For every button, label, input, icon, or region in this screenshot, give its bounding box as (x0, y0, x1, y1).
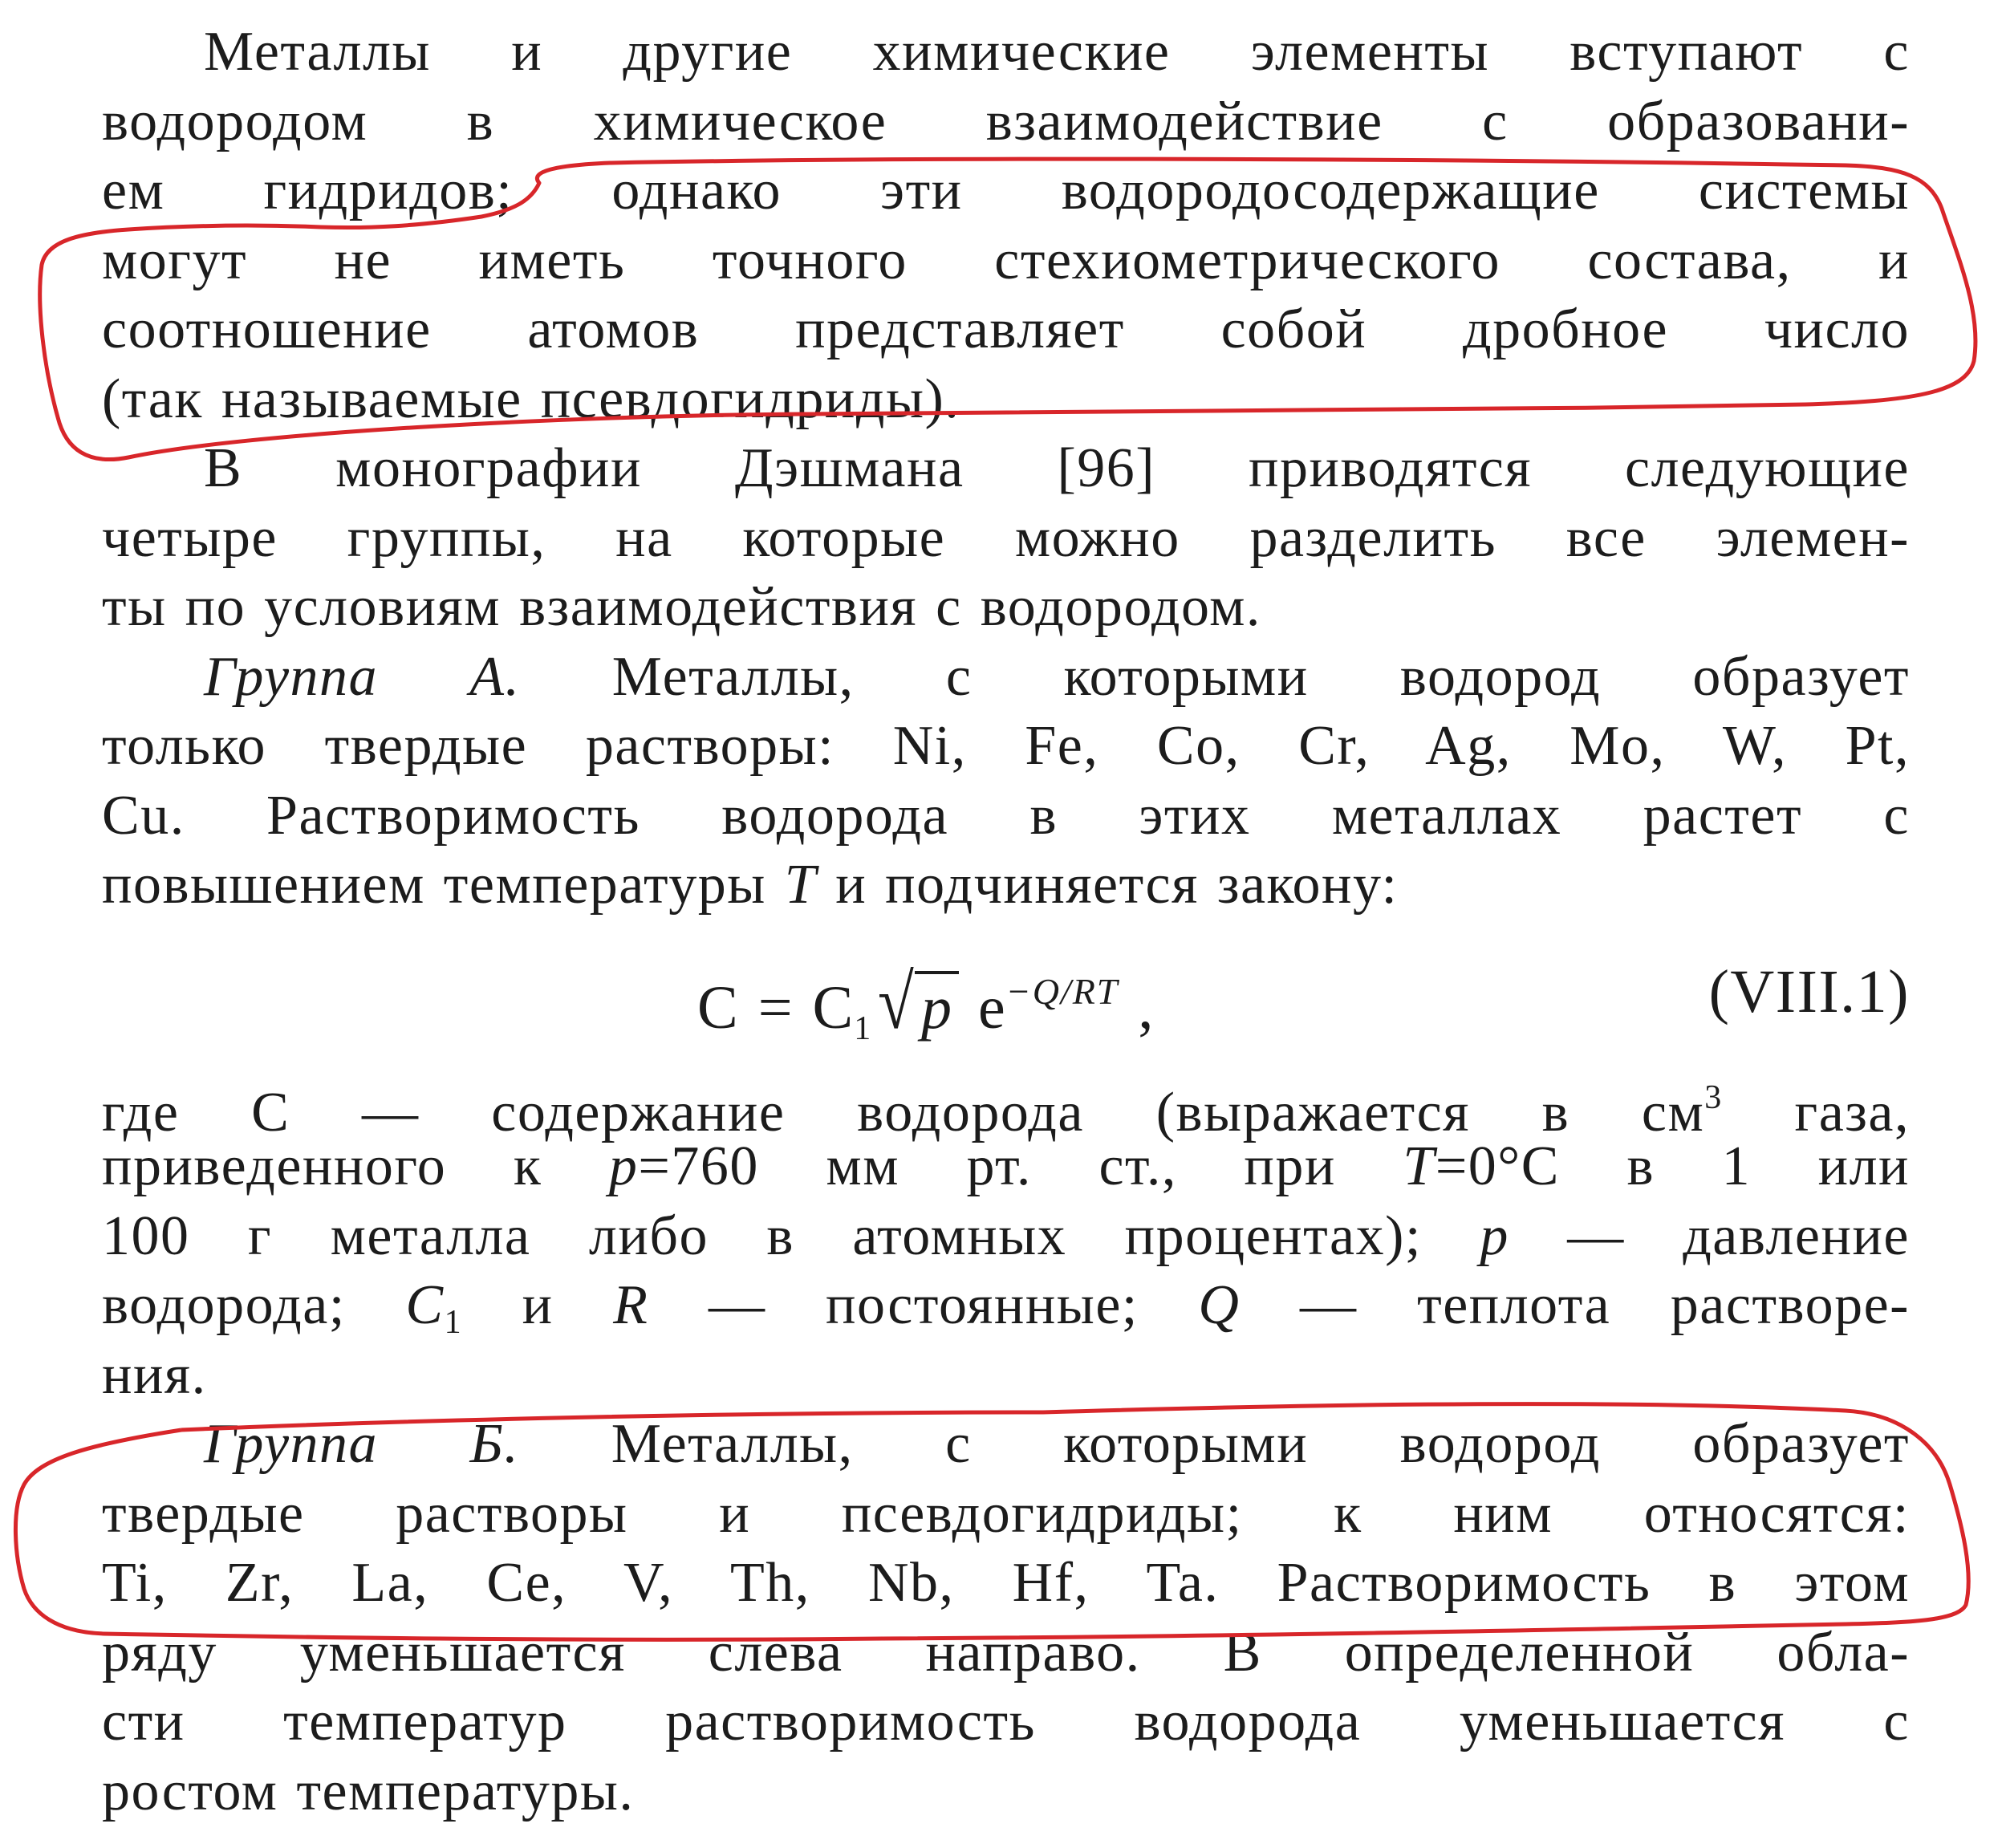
variable-T: T (1403, 1135, 1435, 1197)
text-line: сти температур растворимость водорода уменьшается с (102, 1691, 1910, 1753)
text-span: повышением температуры (102, 854, 785, 916)
text-span: газа, (1722, 1081, 1910, 1143)
variable-p: p (608, 1135, 639, 1197)
text-span: где C — содержание водорода (выражается в см (102, 1081, 1705, 1143)
variable-T: T (784, 854, 818, 916)
text-line (102, 851, 1910, 920)
text-line (102, 1132, 1910, 1202)
text-line: ты по условиям взаимодействия с водородом. (102, 576, 1261, 638)
text-span: водорода; (102, 1274, 406, 1336)
text-line: могут не иметь точного стехиометрического состава, и (102, 229, 1910, 291)
formula-arg: p (915, 971, 959, 1042)
text-line: (так называемые псевдогидриды). (102, 368, 960, 430)
text-line: ростом температуры. (102, 1760, 635, 1822)
text-span: 100 г металла либо в атомных процентах); (102, 1204, 1480, 1267)
text-line: соотношение атомов представляет собой дробное число (102, 299, 1910, 360)
text-line (102, 643, 1910, 713)
variable-R: R (613, 1274, 649, 1336)
text-line: Ti, Zr, La, Ce, V, Th, Nb, Hf, Ta. Растворимость в этом (102, 1552, 1910, 1614)
text-line: только твердые растворы: Ni, Fe, Co, Cr, Ag, Mo, W, Pt, (102, 715, 1910, 777)
formula-lhs: C = C (697, 973, 855, 1042)
text-span: — давление (1509, 1204, 1910, 1267)
text-span: и (462, 1274, 614, 1336)
superscript: 3 (1704, 1078, 1723, 1116)
text-line: ем гидридов; однако эти водородосодержащие системы (102, 160, 1910, 221)
group-b-label: Группа Б. (204, 1413, 520, 1475)
text-line: водородом в химическое взаимодействие с образовани- (102, 90, 1910, 152)
group-a-label: Группа А. (204, 645, 521, 708)
text-span: Металлы, с которыми водород образует (519, 1413, 1910, 1475)
text-line: Металлы и другие химические элементы вступают с (204, 21, 1910, 83)
formula-line (102, 920, 1910, 1063)
text-line: Cu. Растворимость водорода в этих металлах растет с (102, 784, 1910, 847)
formula-subscript: 1 (854, 1009, 872, 1047)
sqrt-icon: √ (878, 958, 915, 1045)
text-line (102, 1271, 1910, 1341)
variable-C: C (405, 1274, 445, 1336)
body-text (102, 18, 1910, 1826)
formula-exponent: −Q/RT (1005, 970, 1119, 1012)
text-line (102, 1410, 1910, 1480)
text-span: =760 мм рт. ст., при (638, 1135, 1403, 1197)
text-line: твердые растворы и псевдогидриды; к ним относятся: (102, 1482, 1910, 1545)
formula-trail: , (1119, 973, 1155, 1042)
text-line: четыре группы, на которые можно разделить все элемен- (102, 506, 1910, 569)
variable-p: p (1480, 1204, 1509, 1267)
text-span: — постоянные; (648, 1274, 1199, 1336)
subscript: 1 (444, 1304, 463, 1341)
variable-Q: Q (1198, 1274, 1241, 1336)
equation-number: (VIII.1) (1708, 957, 1910, 1026)
text-line (102, 1202, 1910, 1272)
text-span: — теплота растворе- (1240, 1274, 1910, 1336)
text-span: приведенного к (102, 1135, 609, 1197)
formula-exp-base: e (958, 973, 1006, 1042)
text-span: =0°C в 1 или (1435, 1135, 1910, 1197)
formula (697, 920, 1154, 1100)
text-line: ния. (102, 1343, 207, 1406)
text-span: Металлы, с которыми водород образует (520, 645, 1911, 708)
text-span: и подчиняется закону: (817, 854, 1399, 916)
text-line: В монографии Дэшмана [96] приводятся следующие (204, 437, 1910, 499)
text-line: ряду уменьшается слева направо. В определенной обла- (102, 1621, 1910, 1684)
